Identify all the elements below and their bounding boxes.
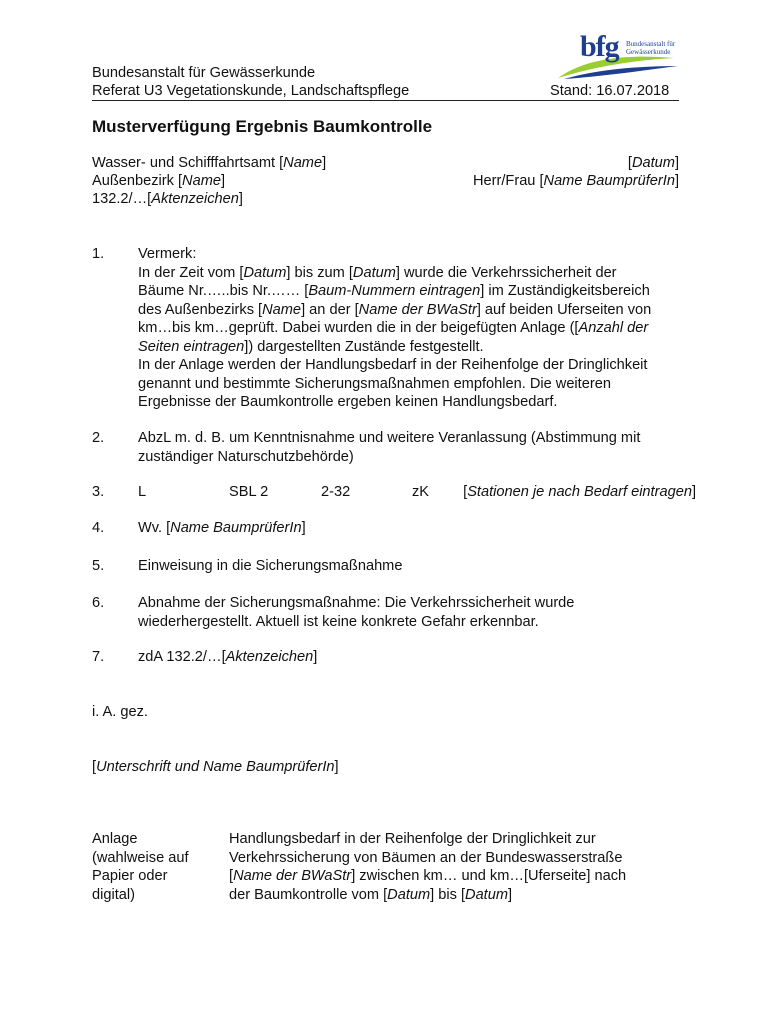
anlage-label-line: Anlage xyxy=(92,831,138,847)
iag-line: i. A. gez. xyxy=(92,704,148,720)
text-segment: In der Anlage werden der Handlungsbedarf in der Reihenfolge der Dringlichkeit xyxy=(138,357,648,373)
text-segment: In der Zeit vom [ xyxy=(138,264,244,281)
text-segment: des Außenbezirks [ xyxy=(138,301,263,318)
placeholder-text: Anzahl der xyxy=(578,320,649,336)
row-cell-c1: L xyxy=(138,484,147,500)
text-segment: 132.2/…[ xyxy=(92,191,152,207)
item-line xyxy=(138,282,650,300)
text-segment: [ xyxy=(463,484,468,500)
text-segment: ] auf beiden Uferseiten von xyxy=(476,301,652,318)
placeholder-text: Datum xyxy=(243,264,287,281)
text-segment: AbzL m. d. B. um Kenntnisnahme und weitere Veranlassung (Abstimmung mit xyxy=(138,430,641,446)
text-segment: der Baumkontrolle vom [ xyxy=(229,886,388,903)
logo-caption-1: Bundesanstalt für xyxy=(626,40,676,48)
item-line xyxy=(138,393,557,411)
item-line xyxy=(138,264,617,282)
item-line xyxy=(138,429,640,447)
placeholder-text: Name xyxy=(283,155,323,171)
placeholder-text: Unterschrift und Name BaumprüferIn xyxy=(96,759,335,775)
item-number: 2. xyxy=(92,430,105,446)
text-segment: ] xyxy=(313,649,318,665)
address-line-right xyxy=(628,154,679,172)
text-segment: Verkehrssicherung von Bäumen an der Bundeswasserstraße xyxy=(229,849,623,866)
text-segment: ] wurde die Verkehrssicherheit der xyxy=(395,264,617,281)
text-segment: ] xyxy=(220,173,226,189)
anlage-text-line xyxy=(229,830,596,848)
address-line xyxy=(92,172,225,190)
signature-line xyxy=(92,758,339,776)
stand-date: Stand: 16.07.2018 xyxy=(550,83,670,99)
text-segment: ]) dargestellten Zustände festgestellt. xyxy=(244,338,484,355)
text-segment: [ xyxy=(229,868,234,884)
placeholder-text: Datum xyxy=(465,886,509,903)
anlage-label-line: Papier oder xyxy=(92,868,168,884)
item-line xyxy=(138,648,317,666)
text-segment: Abnahme der Sicherungsmaßnahme: Die Verkehrssicherheit wurde xyxy=(138,595,575,611)
placeholder-text: Aktenzeichen xyxy=(151,191,239,207)
text-segment: Ergebnisse der Baumkontrolle ergeben keinen Handlungsbedarf. xyxy=(138,394,558,410)
text-segment: ] an der [ xyxy=(301,301,359,318)
address-line-right xyxy=(473,172,679,190)
text-segment: ] xyxy=(691,484,696,500)
text-segment: ] xyxy=(508,886,513,903)
text-segment: ] xyxy=(238,191,243,207)
item-line xyxy=(138,613,539,631)
document-title: Musterverfügung Ergebnis Baumkontrolle xyxy=(92,117,433,136)
item-line xyxy=(138,245,196,263)
row-cell-c4: zK xyxy=(412,484,430,500)
text-segment: Herr/Frau [ xyxy=(472,173,544,189)
row-cell-c2: SBL 2 xyxy=(229,484,269,500)
text-segment: Bäume Nr.…..bis Nr.…… [ xyxy=(138,283,309,299)
text-segment: ] xyxy=(334,759,339,775)
anlage-text-line xyxy=(229,849,622,867)
text-segment: [ xyxy=(92,759,97,775)
item-line xyxy=(138,557,402,575)
item-line xyxy=(138,338,484,356)
text-segment: ] xyxy=(301,520,306,536)
text-segment: ] zwischen km… und km…[Uferseite] nach xyxy=(351,868,627,884)
placeholder-text: Datum xyxy=(387,886,431,903)
placeholder-text: Seiten eintragen xyxy=(138,338,245,355)
item-number: 5. xyxy=(92,558,105,574)
row-cell-c3: 2-32 xyxy=(321,484,351,500)
placeholder-text: Name xyxy=(182,173,221,189)
address-line xyxy=(92,190,243,208)
logo-caption-2: Gewässerkunde xyxy=(626,48,671,56)
text-segment: Einweisung in die Sicherungsmaßnahme xyxy=(138,558,403,574)
placeholder-text: Aktenzeichen xyxy=(225,649,314,665)
text-segment: genannt und bestimmte Sicherungsmaßnahmen empfohlen. Die weiteren xyxy=(138,375,611,392)
org-department: Referat U3 Vegetationskunde, Landschaftspflege xyxy=(92,83,410,99)
text-segment: [ xyxy=(627,155,632,171)
text-segment: km…bis km…geprüft. Dabei wurden die in der beigefügten Anlage ([ xyxy=(138,320,579,336)
placeholder-text: Name BaumprüferIn xyxy=(170,520,302,536)
item-number: 7. xyxy=(92,649,105,665)
item-line xyxy=(138,594,574,612)
item-line xyxy=(138,519,306,537)
logo-wordmark: bfg xyxy=(580,30,619,63)
anlage-text-line xyxy=(229,867,626,885)
item-number: 3. xyxy=(92,484,105,500)
anlage-label-line: (wahlweise auf xyxy=(92,849,189,866)
text-segment: Handlungsbedarf in der Reihenfolge der Dringlichkeit zur xyxy=(229,831,596,847)
text-segment: Außenbezirk [ xyxy=(92,173,183,189)
anlage-label-line: digital) xyxy=(92,886,135,903)
text-segment: ] bis zum [ xyxy=(286,264,353,281)
text-segment: Vermerk: xyxy=(138,246,197,262)
header-divider xyxy=(92,100,679,101)
placeholder-text: Baum-Nummern eintragen xyxy=(308,283,481,299)
text-segment: Wv. [ xyxy=(138,520,171,536)
item-number: 6. xyxy=(92,595,105,611)
text-segment: ] bis [ xyxy=(430,886,466,903)
bfg-logo xyxy=(556,30,682,80)
placeholder-text: Stationen je nach Bedarf eintragen xyxy=(467,484,692,500)
address-line xyxy=(92,154,326,172)
text-segment: ] xyxy=(674,155,679,171)
text-segment: zuständiger Naturschutzbehörde) xyxy=(138,448,354,465)
org-name: Bundesanstalt für Gewässerkunde xyxy=(92,65,316,81)
item-line xyxy=(138,448,354,466)
text-segment: ] xyxy=(674,173,679,189)
placeholder-text: Name xyxy=(262,301,302,318)
item-number: 4. xyxy=(92,520,105,536)
item-line xyxy=(138,301,651,319)
anlage-text-line xyxy=(229,886,512,904)
item-number: 1. xyxy=(92,246,105,262)
placeholder-text: Name der BWaStr xyxy=(358,301,477,318)
text-segment: zdA 132.2/…[ xyxy=(138,649,226,665)
row-cell-stations xyxy=(463,483,696,501)
text-segment: wiederhergestellt. Aktuell ist keine konkrete Gefahr erkennbar. xyxy=(138,613,539,630)
text-segment: Wasser- und Schifffahrtsamt [ xyxy=(92,155,284,171)
text-segment: ] xyxy=(322,155,327,171)
item-line xyxy=(138,319,648,337)
placeholder-text: Datum xyxy=(631,155,675,171)
placeholder-text: Name BaumprüferIn xyxy=(543,173,675,189)
item-line xyxy=(138,356,647,374)
placeholder-text: Name der BWaStr xyxy=(233,868,352,884)
text-segment: ] im Zuständigkeitsbereich xyxy=(480,283,650,299)
item-line xyxy=(138,375,611,393)
placeholder-text: Datum xyxy=(352,264,396,281)
